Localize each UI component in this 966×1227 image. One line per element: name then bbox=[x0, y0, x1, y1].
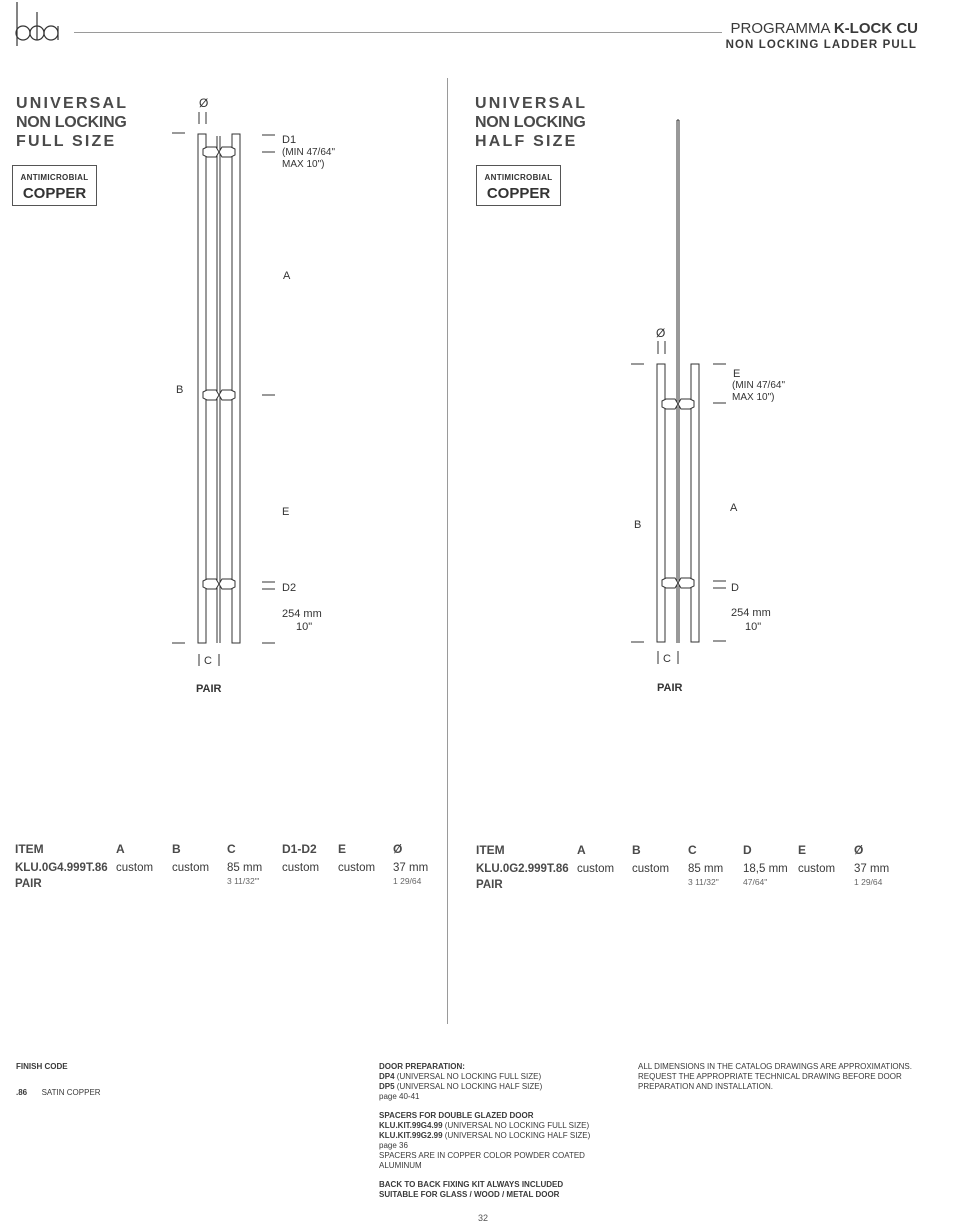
item-sub: PAIR bbox=[15, 878, 42, 890]
cell-d-inches: 47/64" bbox=[743, 877, 768, 887]
table-header: B bbox=[632, 843, 641, 857]
left-a-label: A bbox=[283, 270, 291, 282]
right-spec-table bbox=[476, 843, 916, 903]
cell-diameter-inches: 1 29/64 bbox=[393, 876, 422, 886]
cell-a: custom bbox=[116, 862, 154, 874]
left-product-title: UNIVERSAL NON LOCKING FULL SIZE bbox=[16, 95, 129, 150]
right-antimicrobial-badge: ANTIMICROBIAL COPPER bbox=[476, 165, 561, 206]
right-diameter-label: Ø bbox=[656, 326, 666, 340]
left-spec-table bbox=[15, 842, 440, 902]
finish-name: SATIN COPPER bbox=[41, 1088, 101, 1097]
page-number: 32 bbox=[477, 1213, 488, 1223]
right-e-min: (MIN 47/64" bbox=[732, 380, 786, 391]
cell-c-inches: 3 11/32"' bbox=[227, 876, 260, 886]
left-antimicrobial-badge: ANTIMICROBIAL COPPER bbox=[12, 165, 97, 206]
cell-d: 18,5 mm bbox=[743, 863, 788, 875]
cell-c: 85 mm bbox=[227, 862, 263, 874]
cell-d: custom bbox=[282, 862, 320, 874]
table-header: Ø bbox=[854, 843, 864, 857]
cell-diameter-inches: 1 29/64 bbox=[854, 877, 883, 887]
left-diameter-label: Ø bbox=[199, 96, 209, 110]
finish-heading: FINISH CODE bbox=[16, 1062, 68, 1071]
door-prep-heading: DOOR PREPARATION: bbox=[379, 1062, 465, 1071]
left-b-label: B bbox=[176, 384, 184, 396]
disclaimer-block: ALL DIMENSIONS IN THE CATALOG DRAWINGS ARE APPROXIMATIONS. REQUEST THE APPROPRIATE TECHNICAL DRAWING BEFORE DOOR PREPARATION AND INSTALLATION. bbox=[638, 1062, 912, 1091]
right-a-label: A bbox=[730, 502, 738, 514]
right-b-label: B bbox=[634, 519, 642, 531]
table-header: ITEM bbox=[15, 842, 44, 856]
table-header: D1-D2 bbox=[282, 842, 317, 856]
table-header: ITEM bbox=[476, 843, 505, 857]
program-subtitle: NON LOCKING LADDER PULL bbox=[725, 39, 917, 51]
right-product-title: UNIVERSAL NON LOCKING HALF SIZE bbox=[475, 95, 588, 150]
cell-c-inches: 3 11/32" bbox=[688, 877, 719, 887]
table-header: B bbox=[172, 842, 181, 856]
finish-code: .86 bbox=[16, 1088, 28, 1097]
left-d2-label: D2 bbox=[282, 582, 297, 594]
cell-diameter: 37 mm bbox=[854, 863, 890, 875]
right-d-label: D bbox=[731, 582, 739, 594]
table-header: A bbox=[116, 842, 125, 856]
left-pair-label: PAIR bbox=[196, 683, 222, 695]
left-length-in: 10" bbox=[296, 621, 313, 633]
cell-diameter: 37 mm bbox=[393, 862, 429, 874]
cell-e: custom bbox=[798, 863, 836, 875]
program-title: PROGRAMMA K-LOCK CU bbox=[730, 20, 918, 37]
right-e-max: MAX 10") bbox=[732, 392, 775, 403]
cell-c: 85 mm bbox=[688, 863, 724, 875]
left-length-mm: 254 mm bbox=[282, 608, 322, 620]
left-d1-min: (MIN 47/64" bbox=[282, 147, 336, 158]
left-d1-label: D1 bbox=[282, 134, 297, 146]
right-e-label: E bbox=[733, 368, 741, 380]
table-header: C bbox=[227, 842, 236, 856]
finish-code-block bbox=[16, 1062, 101, 1098]
table-header: A bbox=[577, 843, 586, 857]
item-code: KLU.0G4.999T.86 bbox=[15, 862, 108, 874]
cell-b: custom bbox=[172, 862, 210, 874]
left-e-label: E bbox=[282, 506, 290, 518]
table-header: E bbox=[798, 843, 807, 857]
left-technical-drawing bbox=[0, 0, 447, 720]
cell-e: custom bbox=[338, 862, 376, 874]
right-technical-drawing bbox=[448, 0, 948, 720]
table-header: Ø bbox=[393, 842, 403, 856]
item-code: KLU.0G2.999T.86 bbox=[476, 863, 569, 875]
right-c-label: C bbox=[663, 653, 671, 665]
table-header: E bbox=[338, 842, 347, 856]
left-c-label: C bbox=[204, 655, 212, 667]
item-sub: PAIR bbox=[476, 879, 503, 891]
left-d1-max: MAX 10") bbox=[282, 159, 325, 170]
spacers-heading: SPACERS FOR DOUBLE GLAZED DOOR bbox=[379, 1111, 534, 1120]
table-header: D bbox=[743, 843, 752, 857]
right-length-in: 10" bbox=[745, 621, 762, 633]
table-header: C bbox=[688, 843, 697, 857]
cell-b: custom bbox=[632, 863, 670, 875]
door-preparation-block: DOOR PREPARATION: DP4 (UNIVERSAL NO LOCKING FULL SIZE) DP5 (UNIVERSAL NO LOCKING HALF SIZE) page 40-41 SPACERS FOR DOUBLE GLAZED DOOR KLU.KIT.99G4.99 (UNIVERSAL NO LOCKING FULL SIZE) KLU.KIT.99G2.99 (UNIVERSAL NO LOCKING HALF SIZE) page 36 SPACERS ARE IN COPPER COLOR POWDER COATED ALUMINUM BACK TO BACK FIXING KIT ALWAYS INCLUDED SUITABLE FOR GLASS / WOOD / METAL DOOR bbox=[379, 1062, 591, 1199]
right-pair-label: PAIR bbox=[657, 682, 683, 694]
cell-a: custom bbox=[577, 863, 615, 875]
right-length-mm: 254 mm bbox=[731, 607, 771, 619]
